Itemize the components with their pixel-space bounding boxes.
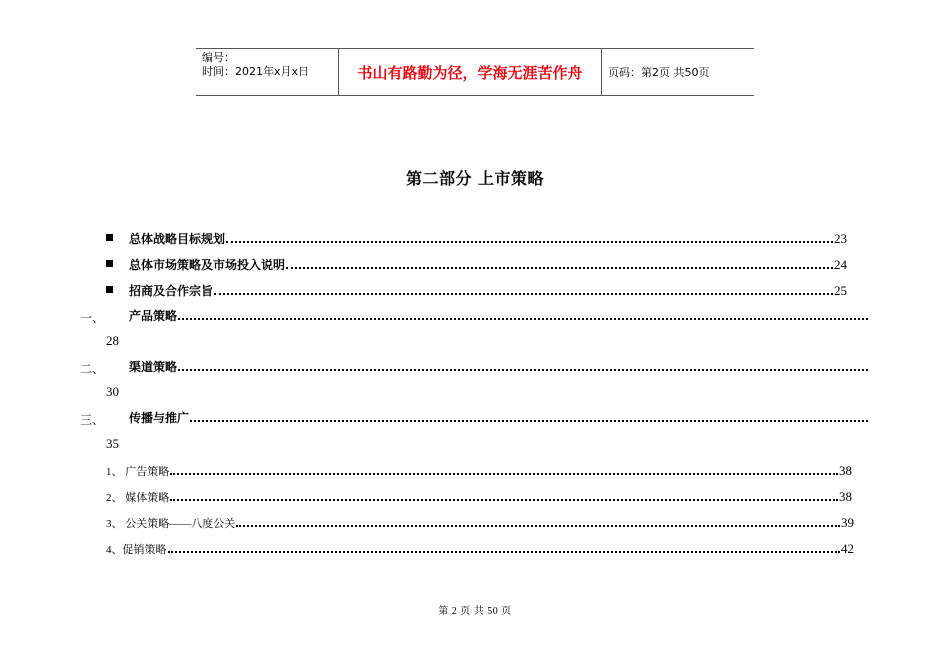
toc-entry-label: 产品策略: [129, 309, 178, 323]
toc-entry-page: 24: [834, 257, 847, 272]
bullet-square-icon: [106, 260, 113, 267]
toc-leader-dots: [170, 473, 838, 475]
header-meta-cell: [196, 49, 338, 95]
toc-leader-dots: [236, 525, 840, 527]
header-table: [196, 48, 754, 96]
toc-subentry-page: 42: [841, 541, 854, 556]
toc-entry-label: 总体战略目标规划: [129, 232, 226, 246]
section-number: 二、: [80, 362, 105, 376]
toc-leader-dots: [168, 551, 841, 553]
toc-entry[interactable]: [129, 230, 847, 247]
toc-subentry-page: 38: [839, 463, 852, 478]
bullet-square-icon: [106, 286, 113, 293]
toc-entry[interactable]: [129, 307, 869, 324]
toc-entry[interactable]: [129, 282, 847, 299]
header-page-info: 页码：第2页 共50页: [608, 66, 710, 79]
toc-entry-label: 传播与推广: [129, 411, 190, 425]
toc-leader-dots: [286, 267, 833, 269]
document-number-label: 编号：: [202, 51, 235, 64]
toc-leader-dots: [170, 499, 838, 501]
toc-subentry[interactable]: [106, 463, 852, 479]
toc-subentry-label: 2、 媒体策略: [106, 492, 170, 504]
page-footer: 第 2 页 共 50 页: [438, 606, 512, 617]
toc-entry-page: 30: [106, 384, 119, 399]
page-title: 第二部分 上市策略: [405, 169, 545, 188]
toc-entry[interactable]: [129, 409, 869, 426]
toc-entry-page: 35: [106, 436, 119, 451]
toc-subentry[interactable]: [106, 541, 854, 557]
toc-subentry-page: 38: [839, 489, 852, 504]
toc-entry-label: 总体市场策略及市场投入说明: [129, 258, 286, 272]
toc-entry-page: 28: [106, 333, 119, 348]
toc-subentry-label: 4、促销策略: [106, 544, 167, 556]
section-number: 一、: [80, 311, 105, 325]
toc-entry-label: 招商及合作宗旨: [129, 284, 214, 298]
toc-entry-label: 渠道策略: [129, 360, 178, 374]
toc-leader-dots: [190, 420, 868, 422]
toc-subentry[interactable]: [106, 489, 852, 505]
toc-leader-dots: [178, 369, 868, 371]
toc-entry-page: 25: [834, 283, 847, 298]
section-number: 三、: [80, 413, 105, 427]
document-time-label: 时间：2021年x月x日: [202, 65, 310, 78]
toc-leader-dots: [226, 241, 833, 243]
toc-subentry-page: 39: [841, 515, 854, 530]
toc-subentry-label: 3、 公关策略——八度公关: [106, 518, 236, 530]
toc-entry[interactable]: [129, 358, 869, 375]
toc-entry[interactable]: [129, 256, 847, 273]
toc-leader-dots: [214, 293, 833, 295]
toc-subentry-label: 1、 广告策略: [106, 466, 170, 478]
toc-subentry[interactable]: [106, 515, 854, 531]
header-motto: 书山有路勤为径，学海无涯苦作舟: [338, 49, 602, 95]
bullet-square-icon: [106, 234, 113, 241]
toc-entry-page: 23: [834, 231, 847, 246]
toc-leader-dots: [178, 318, 868, 320]
